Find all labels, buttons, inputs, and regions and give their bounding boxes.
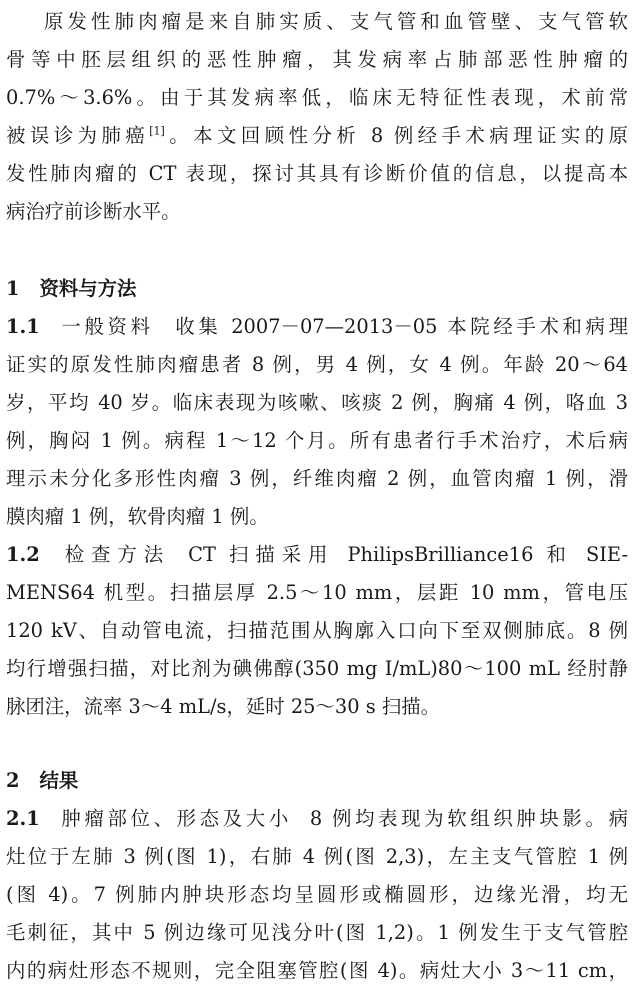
section-heading xyxy=(0,763,640,799)
intro-line xyxy=(0,118,640,154)
body-text: CT 扫描采用 PhilipsBrilliance16 和 SIE- xyxy=(188,543,629,566)
body-line: 毛刺征，其中 5 例边缘可见浅分叶(图 1,2)。1 例发生于支气管腔 xyxy=(6,921,628,944)
body-line: MENS64 机型。扫描层厚 2.5～10 mm，层距 10 mm，管电压 xyxy=(6,581,628,604)
intro-line: 0.7%～3.6%。由于其发病率低，临床无特征性表现，术前常 xyxy=(6,86,628,109)
citation-ref: [1] xyxy=(149,124,165,138)
intro-text: 。本文回顾性分析 8 例经手术病理证实的原 xyxy=(164,124,628,147)
body-text: 收集 2007－07—2013－05 本院经手术和病理 xyxy=(171,315,629,338)
section-number: 1 xyxy=(6,277,20,300)
subsection-title: 一般资料 xyxy=(57,315,154,338)
body-line: (图 4)。7 例肺内肿块形态均呈圆形或椭圆形，边缘光滑，均无 xyxy=(6,883,628,906)
body-line: 证实的原发性肺肉瘤患者 8 例，男 4 例，女 4 例。年龄 20～64 xyxy=(6,353,628,376)
body-line: 灶位于左肺 3 例(图 1)，右肺 4 例(图 2,3)，左主支气管腔 1 例 xyxy=(6,845,628,868)
subsection-number: 2.1 xyxy=(6,807,40,830)
body-line: 例，胸闷 1 例。病程 1～12 个月。所有患者行手术治疗，术后病 xyxy=(6,429,628,452)
body-line: 理示未分化多形性肉瘤 3 例，纤维肉瘤 2 例，血管肉瘤 1 例，滑 xyxy=(6,467,628,490)
body-line: 岁，平均 40 岁。临床表现为咳嗽、咳痰 2 例，胸痛 4 例，咯血 3 xyxy=(6,391,628,414)
intro-line: 骨等中胚层组织的恶性肿瘤，其发病率占肺部恶性肿瘤的 xyxy=(6,48,628,71)
body-text: 8 例均表现为软组织肿块影。病 xyxy=(309,807,628,830)
section-heading xyxy=(0,271,640,307)
subsection-title: 检查方法 xyxy=(57,543,171,566)
intro-line: 原发性肺肉瘤是来自肺实质、支气管和血管壁、支气管软 xyxy=(44,10,628,33)
body-line: 内的病灶形态不规则，完全阻塞管腔(图 4)。病灶大小 3～11 cm， xyxy=(6,959,628,982)
intro-line: 发性肺肉瘤的 CT 表现，探讨其具有诊断价值的信息，以提高本 xyxy=(6,162,628,185)
subsection-title: 肿瘤部位、形态及大小 xyxy=(57,807,292,830)
section-number: 2 xyxy=(6,769,20,792)
subsection-first-line xyxy=(0,309,640,345)
body-line: 膜肉瘤 1 例，软骨肉瘤 1 例。 xyxy=(6,505,269,528)
subsection-number: 1.1 xyxy=(6,315,40,338)
body-line: 120 kV、自动管电流，扫描范围从胸廓入口向下至双侧肺底。8 例 xyxy=(6,619,628,642)
intro-text: 被误诊为肺癌 xyxy=(6,124,150,147)
section-title: 资料与方法 xyxy=(39,277,137,300)
subsection-number: 1.2 xyxy=(6,543,40,566)
body-line: 均行增强扫描，对比剂为碘佛醇(350 mg I/mL)80～100 mL 经肘静 xyxy=(6,657,628,680)
section-title: 结果 xyxy=(39,769,79,792)
subsection-first-line xyxy=(0,537,640,573)
subsection-first-line xyxy=(0,801,640,837)
body-line: 脉团注，流率 3～4 mL/s，延时 25～30 s 扫描。 xyxy=(6,695,441,718)
intro-line: 病治疗前诊断水平。 xyxy=(6,200,181,223)
